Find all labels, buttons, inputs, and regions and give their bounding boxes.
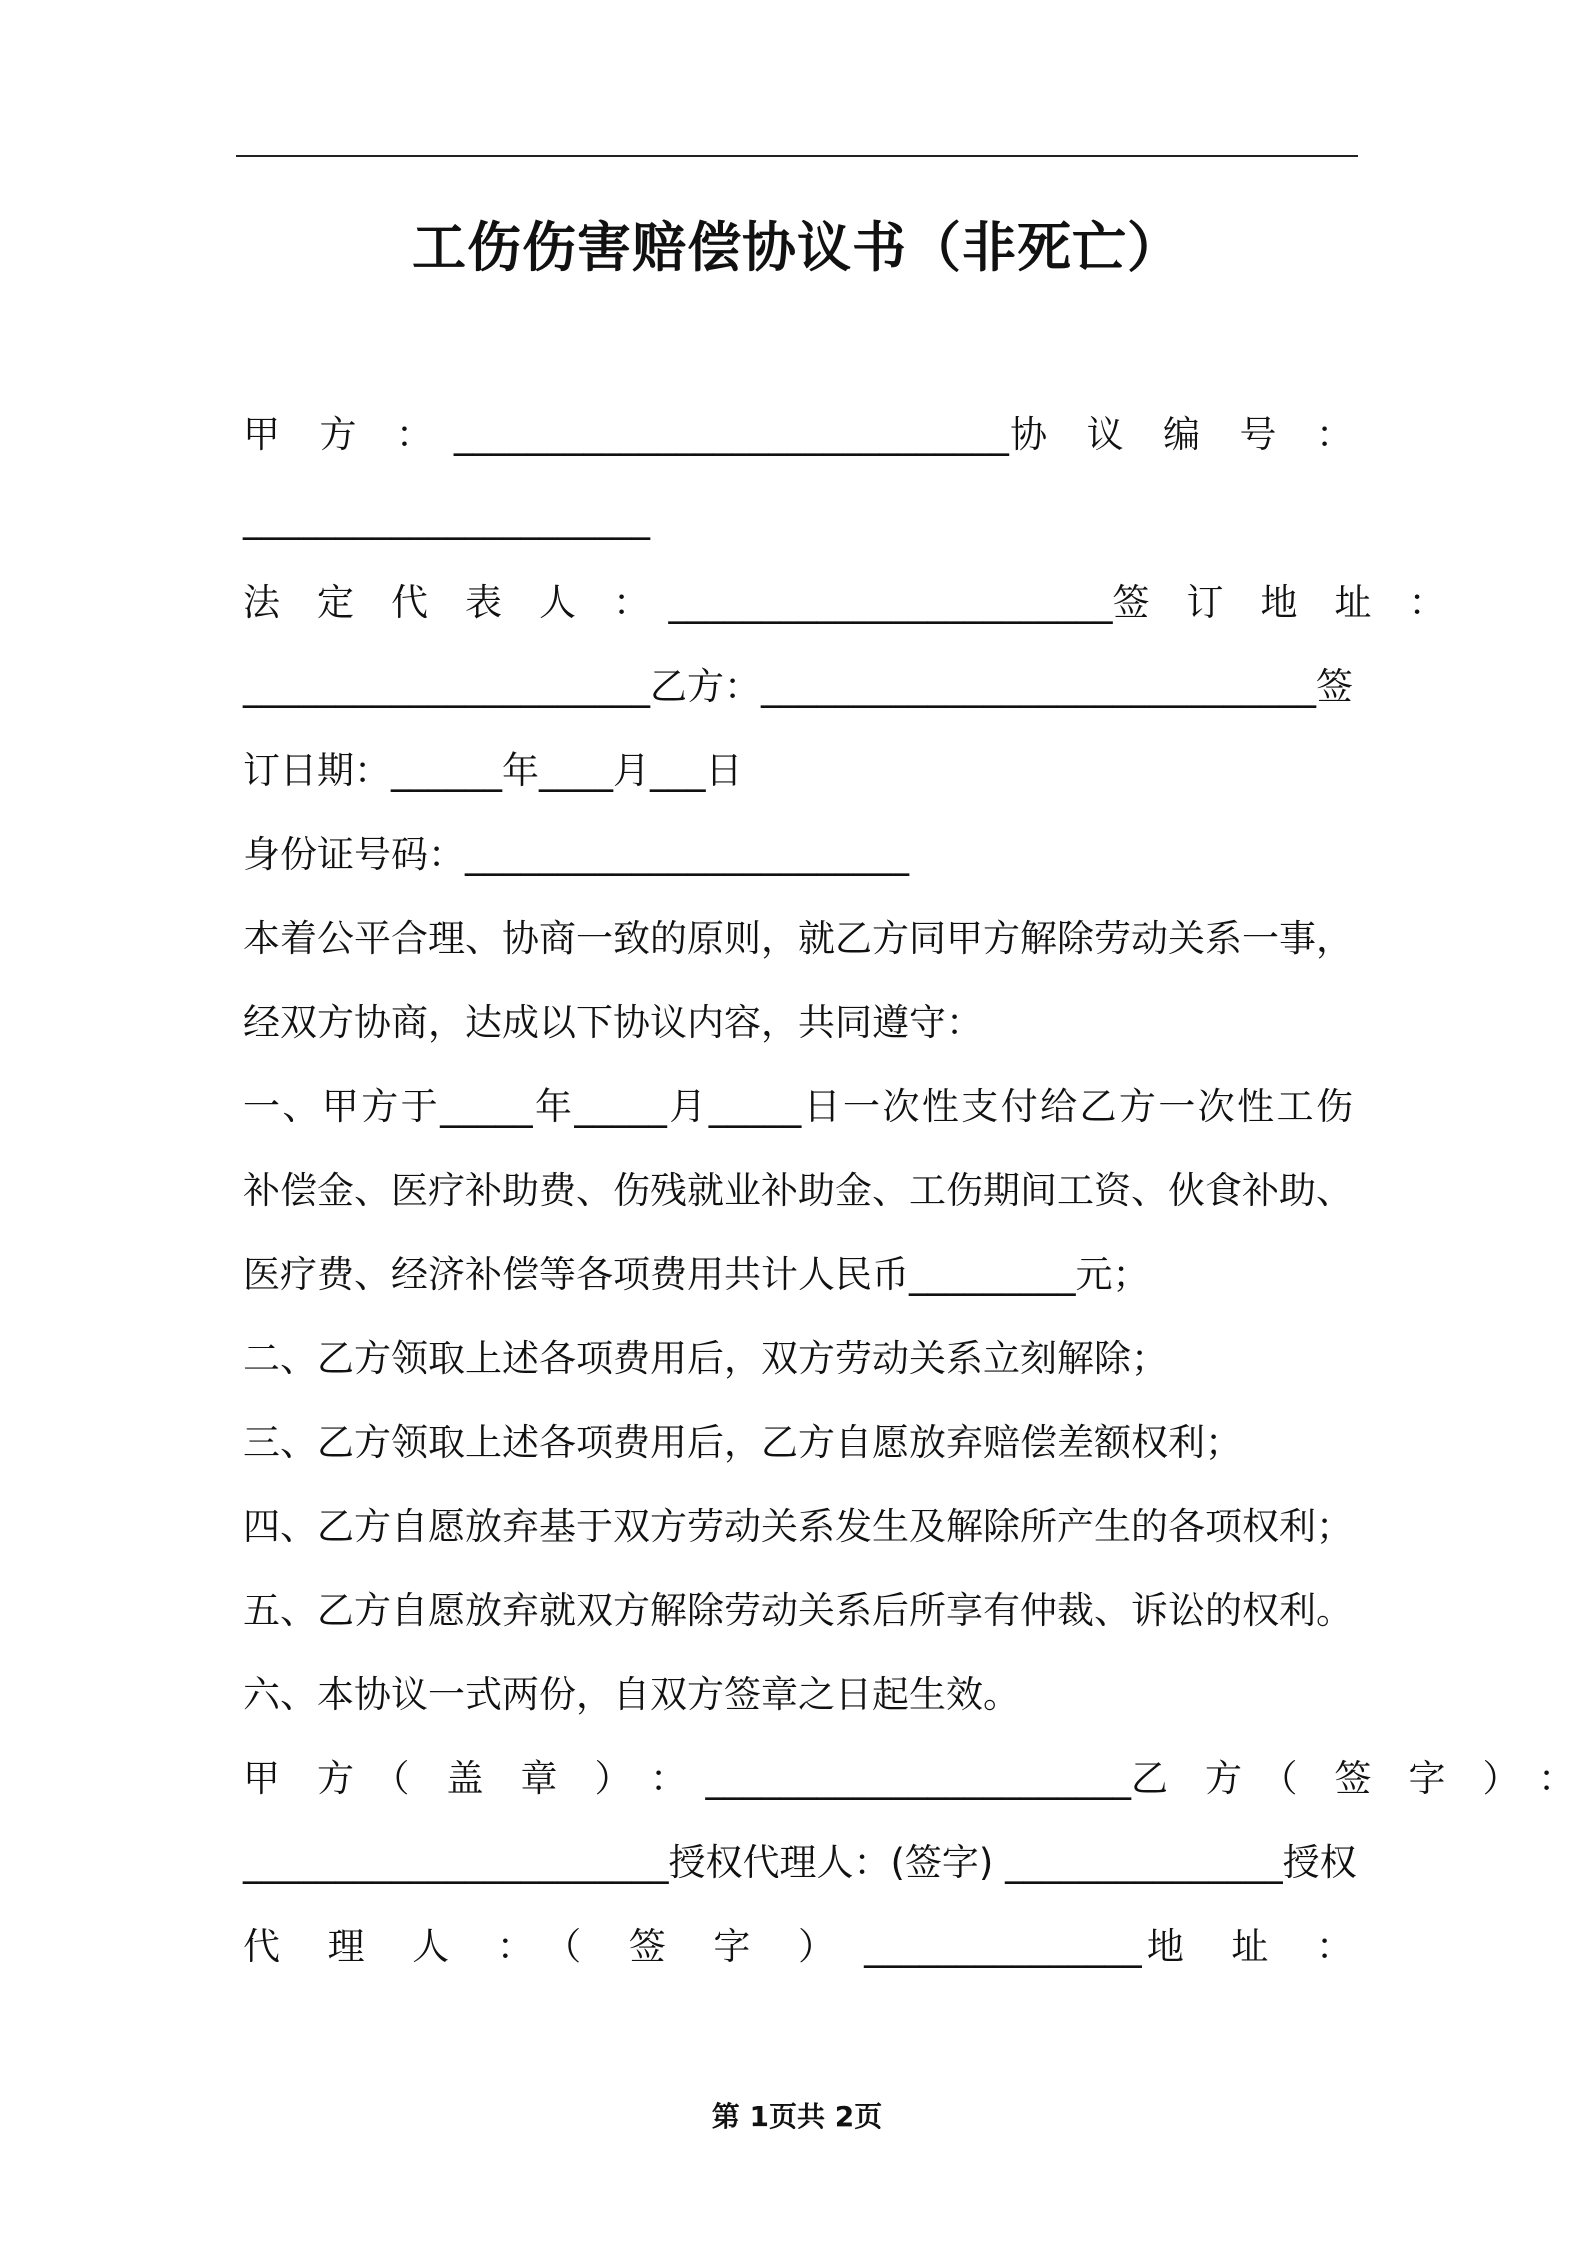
clause-1-line-3: 医疗费、经济补偿等各项费用共计人民币_________元； [243, 1253, 1150, 1296]
party-a-line: 甲 方 ： ______________________________协 议 编 号 ： [243, 413, 1353, 456]
clause-3: 三、乙方领取上述各项费用后，乙方自愿放弃赔偿差额权利； [243, 1421, 1242, 1464]
signing-date-line: 订日期：______年____月___日 [243, 749, 743, 792]
signature-line-1: 甲 方 （ 盖 章 ） ： _______________________乙 方 （ 签 字 ） ： [243, 1757, 1575, 1800]
id-number-line: 身份证号码：________________________ [243, 833, 909, 876]
signature-line-3: 代 理 人 ： （ 签 字 ） _______________地 址 ： [243, 1925, 1353, 1968]
signature-line-2: _______________________授权代理人：(签字) _______________授权 [243, 1841, 1357, 1884]
party-b-line: ______________________乙方：______________________________签 [243, 665, 1353, 708]
header-rule [236, 155, 1358, 157]
clause-1-line-2: 补偿金、医疗补助费、伤残就业补助金、工伤期间工资、伙食补助、 [243, 1169, 1353, 1212]
clause-2: 二、乙方领取上述各项费用后，双方劳动关系立刻解除； [243, 1337, 1168, 1380]
page-number: 第 1页共 2页 [711, 2100, 883, 2133]
legal-representative-line: 法 定 代 表 人 ： ________________________签 订 地 址 ： [243, 581, 1446, 624]
document-body [243, 393, 1575, 1989]
clause-1-line-1: 一、甲方于_____年_____月_____日一次性支付给乙方一次性工伤 [243, 1085, 1353, 1128]
agreement-number-blank-line: ______________________ [243, 497, 650, 540]
document-title: 工伤伤害赔偿协议书（非死亡） [412, 216, 1182, 279]
principle-line-2: 经双方协商，达成以下协议内容，共同遵守： [243, 1001, 983, 1044]
clause-5: 五、乙方自愿放弃就双方解除劳动关系后所享有仲裁、诉讼的权利。 [243, 1589, 1353, 1632]
clause-4: 四、乙方自愿放弃基于双方劳动关系发生及解除所产生的各项权利； [243, 1505, 1353, 1548]
clause-6: 六、本协议一式两份，自双方签章之日起生效。 [243, 1673, 1020, 1716]
principle-line-1: 本着公平合理、协商一致的原则，就乙方同甲方解除劳动关系一事， [243, 917, 1353, 960]
